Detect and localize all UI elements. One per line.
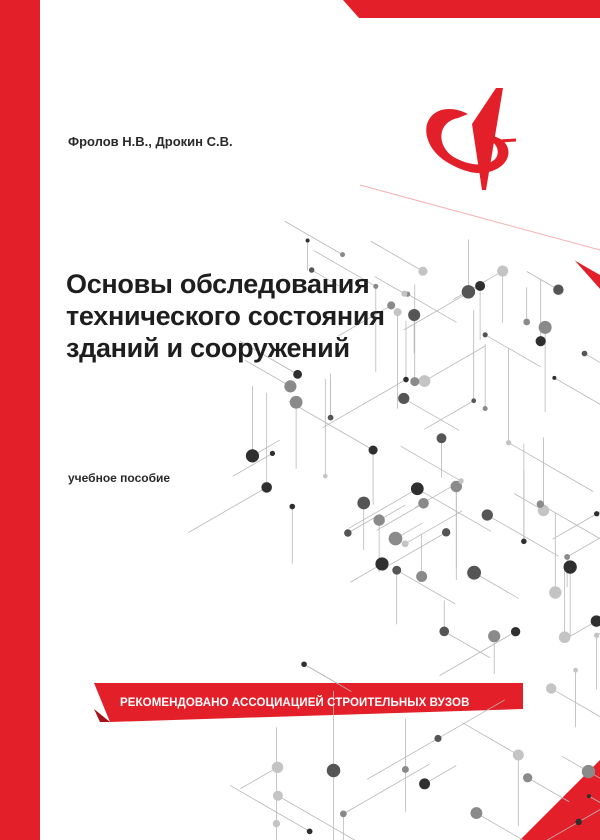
network-line xyxy=(485,335,540,367)
network-line xyxy=(343,764,429,814)
network-dot xyxy=(340,810,347,817)
network-dot xyxy=(246,449,259,462)
network-dot xyxy=(587,794,591,798)
network-dot xyxy=(410,377,419,386)
network-dot xyxy=(375,557,388,570)
network-dot xyxy=(511,627,520,636)
network-dot xyxy=(392,566,401,575)
network-dot xyxy=(439,627,449,637)
network-dot xyxy=(594,511,599,516)
banner-text: РЕКОМЕНДОВАНО АССОЦИАЦИЕЙ СТРОИТЕЛЬНЫХ ВУЗОВ xyxy=(120,697,470,709)
network-dot xyxy=(273,791,283,801)
network-dot xyxy=(418,498,429,509)
network-dot xyxy=(537,500,544,507)
network-dot xyxy=(467,566,481,580)
network-dot xyxy=(434,735,441,742)
network-dot xyxy=(411,482,424,495)
network-line xyxy=(527,272,559,290)
network-dot xyxy=(389,532,403,546)
network-dot xyxy=(327,764,341,778)
network-line xyxy=(323,380,406,428)
network-line xyxy=(401,446,461,481)
network-dot xyxy=(539,321,552,334)
network-line xyxy=(371,241,423,271)
network-dot xyxy=(553,285,563,295)
title-line-1: Основы обследования xyxy=(66,269,370,299)
network-line xyxy=(278,796,360,840)
title-line-2: технического состояния xyxy=(66,301,385,331)
book-title xyxy=(66,268,486,364)
network-dot xyxy=(307,828,313,834)
network-line xyxy=(240,767,277,788)
network-line xyxy=(417,489,491,532)
title-line-3: зданий и сооружений xyxy=(66,333,350,363)
network-dot xyxy=(344,529,352,537)
network-dot xyxy=(403,377,409,383)
network-dot xyxy=(373,514,384,525)
network-dot xyxy=(357,497,370,510)
network-dot xyxy=(546,683,556,693)
network-dot xyxy=(564,560,577,573)
network-dot xyxy=(416,571,427,582)
network-line xyxy=(509,443,594,492)
network-line xyxy=(285,221,343,254)
network-dot xyxy=(523,319,530,326)
network-dot xyxy=(582,765,595,778)
network-dot xyxy=(552,376,556,380)
network-dot xyxy=(591,615,600,627)
network-line xyxy=(230,785,310,831)
network-dot xyxy=(521,539,527,545)
network-line xyxy=(474,573,518,599)
network-dot xyxy=(549,586,561,598)
network-dot xyxy=(398,393,409,404)
network-dot xyxy=(575,819,582,826)
authors: Фролов Н.В., Дрокин С.В. xyxy=(68,134,233,149)
network-line xyxy=(405,511,462,544)
network-dot xyxy=(301,661,307,667)
network-dot xyxy=(458,478,463,483)
network-line xyxy=(245,360,290,386)
network-dot xyxy=(470,807,482,819)
network-line xyxy=(540,504,600,539)
network-dot xyxy=(328,415,334,421)
network-dot xyxy=(261,482,272,493)
network-dot xyxy=(290,396,303,409)
network-dot xyxy=(471,398,476,403)
network-dot xyxy=(340,252,345,257)
network-dot xyxy=(523,773,532,782)
network-dot xyxy=(506,440,511,445)
network-dot xyxy=(582,351,588,357)
network-dot xyxy=(273,820,280,827)
network-line xyxy=(188,487,266,532)
network-line xyxy=(444,631,490,657)
network-dot xyxy=(272,762,284,774)
network-dot xyxy=(293,370,302,379)
network-dot xyxy=(513,749,524,760)
network-dot xyxy=(437,433,447,443)
network-dot xyxy=(402,540,409,547)
network-dot xyxy=(419,778,430,789)
network-line xyxy=(367,738,438,779)
network-line xyxy=(553,514,597,539)
network-dot xyxy=(419,375,431,387)
network-line xyxy=(304,664,339,684)
network-line xyxy=(463,723,519,755)
network-dot xyxy=(536,336,546,346)
network-dot xyxy=(482,509,493,520)
network-dot xyxy=(573,668,578,673)
network-dot xyxy=(402,766,409,773)
network-line xyxy=(584,353,600,393)
network-dot xyxy=(306,239,310,243)
network-dot xyxy=(488,630,500,642)
book-subtitle: учебное пособие xyxy=(68,471,171,485)
network-line xyxy=(528,778,570,802)
network-dot xyxy=(270,451,275,456)
network-line xyxy=(487,515,558,556)
network-line xyxy=(567,520,600,557)
network-dot xyxy=(323,474,328,479)
network-line xyxy=(425,766,457,784)
network-dot xyxy=(442,528,450,536)
network-dot xyxy=(559,631,571,643)
network-line xyxy=(440,632,516,676)
network-dot xyxy=(369,445,378,454)
network-line xyxy=(554,378,600,407)
network-dot xyxy=(564,554,570,560)
network-dot xyxy=(594,633,599,638)
network-dot xyxy=(289,504,295,510)
network-dot xyxy=(483,406,488,411)
network-dot xyxy=(284,380,296,392)
network-dot xyxy=(497,265,508,276)
